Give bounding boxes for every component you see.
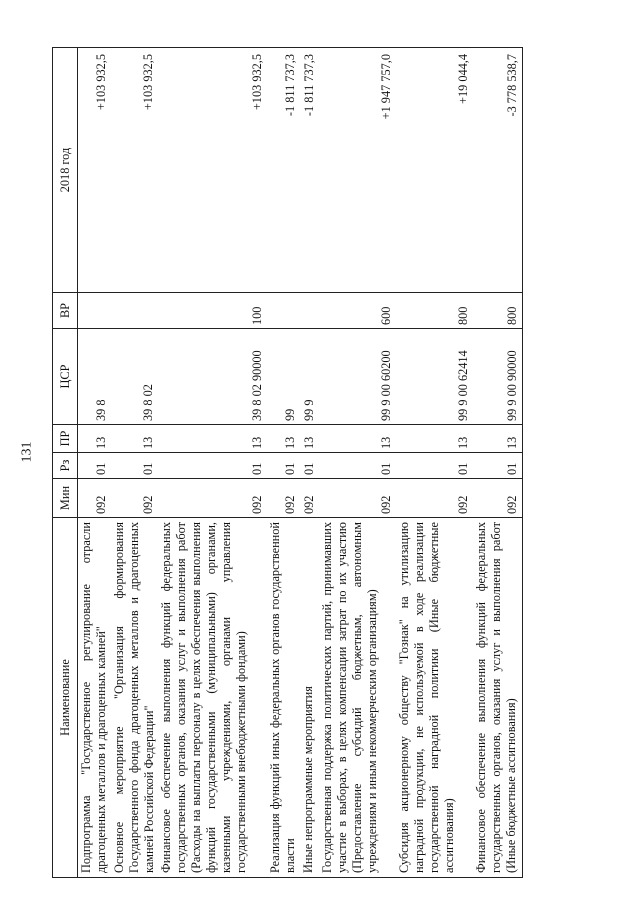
row-name: Финансовое обеспечение выполнения функций федеральных государственных органов, оказания услуг и выполнения работ (Иные бюджетные ассигнования)	[473, 518, 523, 878]
page-number	[12, 437, 42, 467]
row-csr: 99 9 00 60200	[319, 329, 396, 425]
row-pr: 13	[396, 425, 473, 453]
header-csr: ЦСР	[53, 329, 78, 425]
budget-table-sheet	[52, 48, 592, 878]
row-pr: 13	[267, 425, 300, 453]
row-name: Государственная поддержка политических партий, принимавших участие в выборах, в целях компенсации затрат по их участию (Предоставление субсидий бюджетным, автономным учреждениям и иным некоммерческим организациям)	[319, 518, 396, 878]
row-min: 092	[267, 479, 300, 518]
row-vr	[78, 293, 112, 329]
row-pr: 13	[111, 425, 158, 453]
row-csr: 99	[267, 329, 300, 425]
table-row	[78, 48, 112, 878]
row-pr: 13	[158, 425, 267, 453]
row-rz: 01	[473, 453, 523, 479]
row-min: 092	[158, 479, 267, 518]
row-rz: 01	[267, 453, 300, 479]
row-amount: -3 778 538,7	[473, 48, 523, 293]
row-vr: 800	[473, 293, 523, 329]
row-vr: 800	[396, 293, 473, 329]
row-rz: 01	[319, 453, 396, 479]
row-amount: -1 811 737,3	[267, 48, 300, 293]
row-rz: 01	[396, 453, 473, 479]
row-csr: 99 9 00 62414	[396, 329, 473, 425]
row-csr: 99 9 00 90000	[473, 329, 523, 425]
row-min: 092	[300, 479, 319, 518]
row-min: 092	[396, 479, 473, 518]
row-min: 092	[111, 479, 158, 518]
row-pr: 13	[78, 425, 112, 453]
row-min: 092	[473, 479, 523, 518]
row-amount: +19 044,4	[396, 48, 473, 293]
row-csr: 39 8	[78, 329, 112, 425]
table-row	[319, 48, 396, 878]
row-name: Подпрограмма "Государственное регулирование отрасли драгоценных металлов и драгоценных камней"	[78, 518, 112, 878]
row-csr: 39 8 02	[111, 329, 158, 425]
header-min: Мин	[53, 479, 78, 518]
table-row	[267, 48, 300, 878]
page-number-text: 131	[19, 441, 34, 463]
header-amount: 2018 год	[53, 48, 78, 293]
table-row	[473, 48, 523, 878]
row-rz: 01	[158, 453, 267, 479]
row-name: Финансовое обеспечение выполнения функций федеральных государственных органов, оказания услуг и выполнения работ (Расходы на выплаты персоналу в целях обеспечения выполнения функций государственными (муниципальными) органами, казенными учреждениями, органами управления государственными внебюджетными фондами)	[158, 518, 267, 878]
row-name: Субсидия акционерному обществу "Гознак" на утилизацию наградной продукции, не используемой в ходе реализации государственной наградной политики (Иные бюджетные ассигнования)	[396, 518, 473, 878]
row-rz: 01	[300, 453, 319, 479]
row-name: Иные непрограммные мероприятия	[300, 518, 319, 878]
row-amount: -1 811 737,3	[300, 48, 319, 293]
row-vr	[300, 293, 319, 329]
table-row	[300, 48, 319, 878]
budget-table	[52, 47, 523, 878]
table-row	[111, 48, 158, 878]
row-rz: 01	[78, 453, 112, 479]
row-pr: 13	[473, 425, 523, 453]
row-name: Основное мероприятие "Организация формирования Государственного фонда драгоценных металлов и драгоценных камней Российской Федерации"	[111, 518, 158, 878]
header-vr: ВР	[53, 293, 78, 329]
table-row	[158, 48, 267, 878]
header-pr: ПР	[53, 425, 78, 453]
table-header-row	[53, 48, 78, 878]
row-min: 092	[319, 479, 396, 518]
header-rz: Рз	[53, 453, 78, 479]
table-row	[396, 48, 473, 878]
row-amount: +103 932,5	[111, 48, 158, 293]
header-name: Наименование	[53, 518, 78, 878]
row-amount: +103 932,5	[78, 48, 112, 293]
row-vr	[267, 293, 300, 329]
row-amount: +103 932,5	[158, 48, 267, 293]
row-vr: 600	[319, 293, 396, 329]
row-csr: 39 8 02 90000	[158, 329, 267, 425]
row-amount: +1 947 757,0	[319, 48, 396, 293]
row-vr	[111, 293, 158, 329]
row-csr: 99 9	[300, 329, 319, 425]
row-min: 092	[78, 479, 112, 518]
row-vr: 100	[158, 293, 267, 329]
row-pr: 13	[300, 425, 319, 453]
row-rz: 01	[111, 453, 158, 479]
row-name: Реализация функций иных федеральных органов государственной власти	[267, 518, 300, 878]
row-pr: 13	[319, 425, 396, 453]
